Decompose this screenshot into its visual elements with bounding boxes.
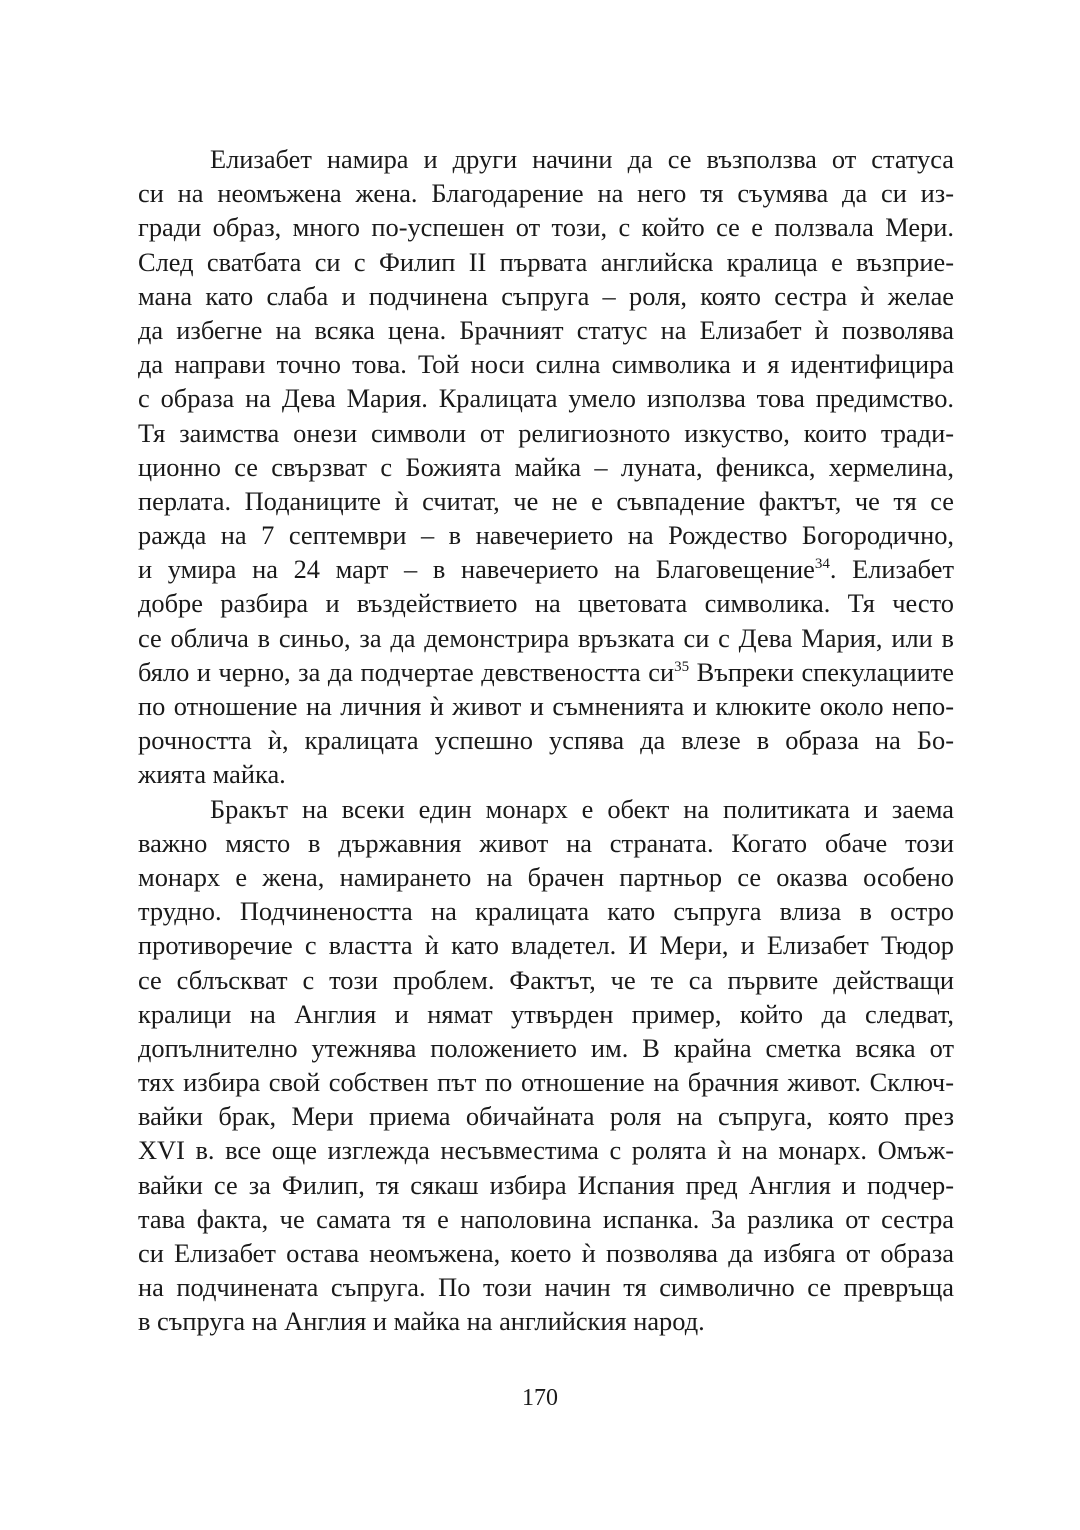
text-line: в съпруга на Англия и майка на английския народ.	[138, 1306, 705, 1337]
text-line: трудно. Подчинеността на кралицата като съпруга влиза в остро	[138, 896, 954, 927]
body-text	[138, 142, 954, 1339]
text-line: вайки брак, Мери приема обичайната роля на съпруга, която през	[138, 1101, 954, 1132]
text-line: си на неомъжена жена. Благодарение на него тя съумява да си из-	[138, 178, 954, 209]
footnote-ref: 34	[814, 556, 830, 573]
text-line: и умира на 24 март – в навечерието на Благовещение$^{34}$. Елизабет	[138, 554, 955, 585]
text-line: да направи точно това. Той носи силна символика и я идентифицира	[138, 349, 954, 380]
text-line: Тя заимства онези символи от религиозното изкуство, които тради-	[138, 417, 954, 448]
text-line: XVI в. все още изглежда несъвместима с ролята ѝ на монарх. Омъж-	[138, 1135, 954, 1166]
text-line: тава факта, че самата тя е наполовина испанка. За разлика от сестра	[138, 1203, 954, 1234]
text-line: си Елизабет остава неомъжена, което ѝ позволява да избяга от образа	[138, 1238, 954, 1268]
text-line: допълнително утежнява положението им. В крайна сметка всяка от	[138, 1032, 954, 1063]
text-line: да избегне на всяка цена. Брачният статус на Елизабет ѝ позволява	[138, 314, 954, 345]
text-line: добре разбира и въздействието на цветовата символика. Тя често	[138, 588, 954, 619]
text-line: монарх е жена, намирането на брачен партньор се оказва особено	[138, 861, 954, 892]
text-line: ционно се свързват с Божията майка – луната, феникса, хермелина,	[138, 451, 954, 482]
text-line: бяло и черно, за да подчертае девствеността $си^{35}$ Въпреки спекулациите	[138, 656, 954, 687]
page-number: 170	[522, 1385, 558, 1411]
paragraph	[138, 792, 954, 1339]
text-line: Елизабет намира и други начини да се възползва от статуса	[210, 144, 954, 174]
text-line: След сватбата си с Филип II първата английска кралица е възприе-	[138, 246, 954, 277]
text-line: се сблъскват с този проблем. Фактът, че те са първите действащи	[138, 964, 954, 995]
text-line: с образа на Дева Мария. Кралицата умело използва това предимство.	[138, 383, 954, 414]
text-line: ражда на 7 септември – в навечерието на Рождество Богородично,	[138, 520, 954, 551]
text-line: кралици на Англия и нямат утвърден пример, който да следват,	[138, 998, 954, 1029]
text-line: противоречие с властта ѝ като владетел. И Мери, и Елизабет Тюдор	[138, 930, 954, 961]
text-line: тях избира свой собствен път по отношение на брачния живот. Сключ-	[138, 1067, 954, 1098]
text-line: важно място в държавния живот на страната. Когато обаче този	[138, 827, 954, 858]
text-line: жията майка.	[138, 759, 286, 790]
paragraph	[138, 142, 954, 792]
text-line: гради образ, много по-успешен от този, с който се е ползвала Мери.	[138, 212, 954, 243]
text-line: мана като слаба и подчинена съпруга – роля, която сестра ѝ желае	[138, 280, 954, 311]
text-line: на подчинената съпруга. По този начин тя символично се превръща	[138, 1272, 954, 1303]
text-line: рочността ѝ, кралицата успешно успява да влезе в образа на Бо-	[138, 725, 954, 756]
text-line: Бракът на всеки един монарх е обект на политиката и заема	[210, 793, 954, 824]
text-line: вайки се за Филип, тя сякаш избира Испания пред Англия и подчер-	[138, 1169, 954, 1200]
footnote-ref: 35	[674, 658, 690, 675]
text-line: се облича в синьо, за да демонстрира връзката си с Дева Мария, или в	[138, 622, 954, 653]
text-line: по отношение на личния ѝ живот и съмненията и клюките около непо-	[138, 691, 954, 721]
text-line: перлата. Поданиците ѝ считат, че не е съвпадение фактът, че тя се	[138, 485, 954, 516]
